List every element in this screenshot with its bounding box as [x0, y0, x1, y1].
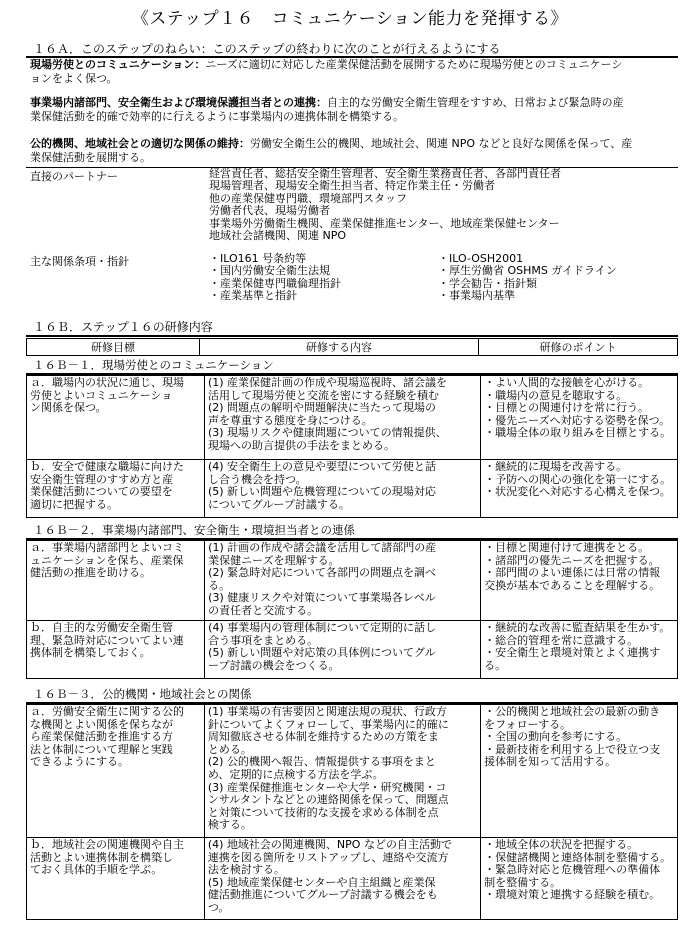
cell-text-line: ｂ．自主的な労働安全衛生管 [30, 622, 173, 634]
cell-text-line: 安全衛生管理のすすめ方と産 [30, 473, 174, 486]
cell-text-line: 活動とよい連携体制を構築し [30, 851, 173, 864]
group-heading: １６Ｂ－３．公的機関・地域社会との関係 [33, 687, 252, 701]
goal-text: ョンをよく保つ。 [30, 72, 118, 85]
partners-label: 直接のパートナー [30, 170, 118, 183]
list-item: ・厚生労働省 OSHMS ガイドライン [438, 264, 617, 278]
goal-text: 労働安全衛生公的機関、地域社会、関連 NPO などと良好な関係を保って、産 [250, 137, 633, 150]
goal-cell [27, 541, 205, 621]
treaties-label: 主な関係条項・指針 [30, 255, 129, 268]
cell-text-line: ら産業保健活動を推進する方 [30, 731, 173, 744]
goal-text: 自主的な労働安全衛生管理をすすめ、日常および緊急時の産 [327, 96, 624, 109]
content-cell [205, 621, 481, 679]
points-cell [481, 541, 678, 621]
cell-text-line: (2) 緊急時対応について各部門の問題点を調べ [208, 567, 437, 580]
cell-text-line: 法と体制について理解と実践 [30, 743, 173, 756]
treaties-list-left [209, 253, 341, 303]
cell-text-line: 労使とよいコミュニケーショ [30, 389, 173, 402]
cell-text-line: ・緊急時対応と危機管理への準備体 [484, 864, 661, 877]
cell-text-line: つ。 [207, 901, 230, 914]
cell-text-line: ・安全衛生と環境対策とよく連携す [484, 647, 661, 660]
training-table-2 [26, 540, 678, 679]
list-item: 現場管理者、現場安全衛生担当者、特定作業主任・労働者 [209, 179, 495, 193]
goal-cell [27, 460, 205, 518]
list-item: ・産業基準と指針 [209, 289, 297, 303]
list-item: ・ILO-OSH2001 [438, 252, 524, 265]
cell-text-line: 業保健活動についての要望を [30, 486, 173, 499]
cell-text-line: な機関とよい関係を保ちなが [30, 718, 173, 731]
cell-text-line: ・よい人間的な接触を心がける。 [484, 377, 650, 389]
cell-text-line: (4) 安全衛生上の意見や要望について労使と話 [207, 461, 436, 473]
goal-text: 業保健活動を的確で効率的に行えるように事業場内の連携体制を構築する。 [30, 110, 404, 123]
cell-text-line: (5) 地域産業保健センターや自主組織と産業保 [207, 876, 436, 889]
cell-text-line: ・予防への関心の強化を第一にする。 [484, 473, 672, 486]
cell-text-line: し合う機会を持つ。 [207, 473, 307, 486]
cell-text-line: 適切に把握する。 [30, 498, 118, 511]
cell-text-line: 業保健ニーズを理解する。 [208, 554, 340, 567]
training-table-3 [26, 704, 678, 920]
cell-text-line: 法を検討する。 [207, 864, 285, 877]
cell-text-line: 交換が基本であることを理解する。 [484, 579, 661, 592]
table-row [27, 376, 678, 460]
cell-text-line: 健活動推進についてグループ討議する機会をも [207, 889, 438, 902]
cell-text-line: ・継続的な改善に監査結果を生かす。 [484, 622, 671, 634]
cell-text-line: をフォローする。 [484, 718, 572, 731]
list-item: ・ILO161 号条約等 [209, 252, 307, 265]
goal-communication [30, 58, 678, 86]
group-heading: １６Ｂ－１．現場労使とのコミュニケーション [33, 358, 274, 372]
cell-text-line: ・公的機関と地域社会の最新の動き [484, 706, 661, 718]
cell-text-line: ・目標との関連付けを常に行う。 [484, 402, 650, 415]
cell-text-line: (2) 問題点の解明や問題解決に当たって現場の [207, 402, 437, 415]
cell-text-line: ンサルタントなどとの連絡関係を保って、問題点 [207, 794, 449, 807]
group-heading: １６Ｂ－２．事業場内諸部門、安全衛生・環境担当者との連係 [33, 523, 355, 537]
list-item: 労働者代表、現場労働者 [209, 204, 330, 218]
points-cell [481, 705, 678, 838]
cell-text-line: ・継続的に現場を改善する。 [484, 461, 628, 473]
list-item: ・学会勧告・指針類 [438, 276, 537, 290]
list-item: 事業場外労働衛生機関、産業保健推進センター、地域産業保健センター [209, 216, 560, 230]
content-cell [204, 376, 480, 460]
goal-title: 現場労使とのコミュニケーション： [30, 58, 206, 71]
points-cell [481, 838, 678, 920]
cell-text-line: (4) 地域社会の関連機関、NPO などの自主活動で [207, 839, 452, 851]
cell-text-line: ｂ．地域社会の関連機関や自主 [30, 839, 184, 851]
cell-text-line: とめる。 [207, 743, 252, 756]
cell-text-line: ・保健諸機関と連絡体制を整備する。 [484, 851, 672, 864]
table-row [27, 838, 678, 920]
goal-title: 事業場内諸部門、安全衛生および環境保護担当者との連携： [30, 96, 327, 109]
content-cell [204, 460, 480, 518]
cell-text-line: ａ．労働安全衛生に関する公的 [30, 706, 184, 718]
list-item: ・国内労働安全衛生法規 [209, 264, 330, 278]
list-item: 他の産業保健専門職、環境部門スタッフ [209, 191, 407, 205]
list-item: ・産業保健専門職倫理指針 [209, 276, 341, 290]
cell-text-line: (1) 計画の作成や諸会議を活用して諸部門の産 [208, 542, 437, 554]
cell-text-line: (1) 産業保健計画の作成や現場巡視時、諸会議を [207, 377, 448, 389]
cell-text-line: ・優先ニーズへ対応する姿勢を保つ。 [484, 414, 671, 427]
table-row [27, 621, 678, 679]
cell-text-line: る。 [484, 659, 507, 672]
cell-text-line: と対策について技術的な支援を求める体制を点 [207, 806, 439, 819]
cell-text-line: ・職場全体の取り組みを目標とする。 [484, 427, 672, 440]
cell-text-line: 合う事項をまとめる。 [208, 634, 319, 647]
cell-text-line: ン関係を保つ。 [30, 402, 107, 415]
cell-text-line: (3) 健康リスクや対策について事業場各レベル [208, 592, 436, 605]
cell-text-line: ・環境対策と連携する経験を積む。 [484, 889, 661, 902]
cell-text-line: ・状況変化へ対応する心構えを保つ。 [484, 486, 671, 499]
cell-text-line: ュニケーションを保ち、産業保 [30, 554, 184, 567]
cell-text-line: 現場への助言提供の手法をまとめる。 [207, 439, 395, 452]
cell-text-line: 声を尊重する態度を身につける。 [207, 414, 373, 427]
cell-text-line: 活用して現場労使と交流を密にする経験を積む [207, 389, 439, 402]
column-header: 研修する内容 [200, 339, 479, 356]
cell-text-line: ープ討議の機会をつくる。 [208, 659, 340, 672]
cell-text-line: の責任者と交流する。 [208, 604, 319, 617]
column-header: 研修目標 [27, 339, 200, 356]
cell-text-line: についてグループ討議する。 [207, 498, 350, 511]
cell-text-line: (5) 新しい問題や対応策の具体例についてグル [208, 647, 436, 660]
column-header-table [26, 338, 678, 356]
cell-text-line: (3) 産業保健推進センターや大学・研究機関・コ [207, 781, 447, 794]
treaties-list-right [438, 253, 617, 303]
cell-text-line: 針についてよくフォローして、事業場内に的確に [207, 718, 449, 731]
column-header: 研修のポイント [479, 339, 678, 356]
cell-text-line: (5) 新しい問題や危機管理についての現場対応 [207, 486, 436, 499]
cell-text-line: る。 [208, 579, 231, 592]
content-cell [204, 705, 480, 838]
goal-cell [27, 376, 205, 460]
goal-cell [27, 705, 205, 838]
list-item: 経営責任者、総括安全衛生管理者、安全衛生業務責任者、各部門責任者 [209, 167, 561, 180]
cell-text-line: 援体制を知って活用する。 [484, 756, 617, 769]
partners-list [209, 168, 561, 242]
divider [26, 335, 678, 337]
section-b-heading: １６Ｂ．ステップ１６の研修内容 [33, 320, 213, 334]
table-row [27, 541, 678, 621]
cell-text-line: ・諸部門の優先ニーズを把握する。 [484, 554, 660, 567]
training-table-1 [26, 375, 678, 518]
cell-text-line: ・最新技術を利用する上で役立つ支 [484, 743, 661, 756]
goal-text: 業保健活動を展開する。 [30, 151, 151, 164]
cell-text-line: ・目標と関連付けて連携をとる。 [484, 542, 650, 554]
cell-text-line: め、定期的に点検する方法を学ぶ。 [207, 768, 384, 781]
cell-text-line: ・全国の動向を参考にする。 [484, 731, 628, 744]
cell-text-line: (4) 事業場内の管理体制について定期的に話し [208, 622, 437, 634]
section-a-heading: １６Ａ．このステップのねらい：このステップの終わりに次のことが行えるようにする [33, 42, 501, 56]
cell-text-line: 健活動の推進を助ける。 [30, 567, 151, 580]
goal-public-relations [30, 137, 678, 165]
goal-coordination [30, 96, 678, 124]
cell-text-line: 連携を図る箇所をリストアップし、連絡や交流方 [207, 851, 449, 864]
goal-title: 公的機関、地域社会との適切な関係の維持： [30, 137, 250, 150]
cell-text-line: (2) 公的機関へ報告、情報提供する事項をまと [207, 756, 436, 769]
cell-text-line: ｂ．安全で健康な職場に向けた [30, 461, 184, 473]
list-item: 地域社会諸機関、関連 NPO [209, 229, 347, 243]
table-row [27, 705, 678, 838]
cell-text-line: できるようにする。 [30, 756, 129, 769]
cell-text-line: (3) 現場リスクや健康問題についての情報提供、 [207, 427, 447, 440]
content-cell [204, 838, 480, 920]
cell-text-line: ・総合的管理を常に意識する。 [484, 634, 639, 647]
list-item: ・事業場内基準 [438, 289, 515, 303]
points-cell [481, 376, 678, 460]
content-cell [205, 541, 481, 621]
cell-text-line: 携体制を構築しておく。 [30, 647, 151, 660]
cell-text-line: ておく具体的手順を学ぶ。 [30, 864, 163, 877]
cell-text-line: 制を整備する。 [484, 876, 562, 889]
cell-text-line: (1) 事業場の有害要因と関連法規の現状、行政方 [207, 706, 447, 718]
points-cell [481, 460, 678, 518]
cell-text-line: ・地域全体の状況を把握する。 [484, 839, 639, 851]
page-title: 《ステップ１６ コミュニケーション能力を発揮する》 [131, 9, 569, 29]
points-cell [481, 621, 678, 679]
goal-cell [27, 838, 205, 920]
cell-text-line: ・部門間のよい連係には日常の情報 [484, 567, 661, 580]
cell-text-line: 理、緊急時対応についてよい連 [30, 634, 184, 647]
cell-text-line: 周知徹底させる体制を維持するための方策をま [207, 731, 439, 744]
cell-text-line: 検する。 [207, 819, 252, 832]
goal-cell [27, 621, 205, 679]
cell-text-line: ・職場内の意見を聴取する。 [484, 389, 628, 402]
cell-text-line: ａ．職場内の状況に通じ、現場 [30, 377, 184, 389]
goal-text: ニーズに適切に対応した産業保健活動を展開するために現場労使とのコミュニケーシ [205, 58, 623, 71]
table-row [27, 460, 678, 518]
cell-text-line: ａ．事業場内諸部門とよいコミ [30, 542, 184, 554]
